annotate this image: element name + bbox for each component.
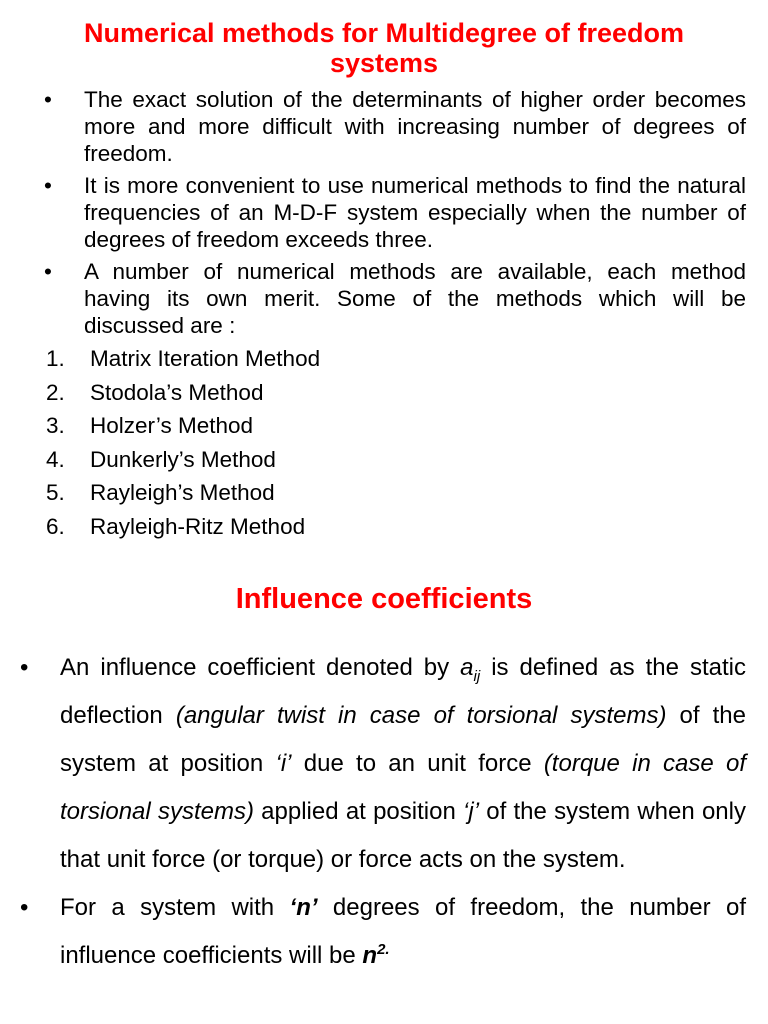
list-item — [0, 86, 768, 167]
text-run: An influence coefficient denoted by — [60, 654, 461, 681]
influence-bullet-list — [0, 644, 768, 980]
text-run: For a system with — [60, 894, 290, 921]
method-label: Dunkerly’s Method — [90, 446, 276, 472]
bullet-text: The exact solution of the determinants of higher order becomes more and more difficult with increasing number of degrees of freedom. — [84, 87, 746, 166]
bullet-icon: • — [20, 654, 29, 681]
section-heading: Influence coefficients — [235, 583, 533, 615]
bullet-icon: • — [44, 87, 52, 112]
text-run: applied at position — [253, 798, 464, 825]
text-run: degrees of freedom, the number of influence coefficients will be — [60, 894, 747, 969]
method-label: Rayleigh-Ritz Method — [90, 513, 306, 539]
bullet-icon: • — [44, 259, 52, 284]
method-number: 6. — [46, 513, 65, 539]
title-line-2: systems — [329, 48, 439, 78]
text-run: of the system at position — [60, 702, 747, 777]
method-number: 4. — [46, 446, 65, 472]
list-item — [0, 172, 768, 253]
method-label: Holzer’s Method — [90, 413, 253, 438]
method-item — [0, 443, 768, 477]
list-item — [0, 884, 768, 980]
bullet-text: It is more convenient to use numerical methods to find the natural frequencies of an M-D-F system especially when the number of degrees of freedom exceeds three. — [84, 173, 746, 252]
method-item — [0, 376, 768, 410]
method-label: Rayleigh’s Method — [90, 480, 275, 505]
bold-italic-run: ‘n’ — [289, 894, 318, 921]
symbol-subscript: ij — [473, 668, 481, 685]
intro-bullet-list — [0, 86, 768, 344]
method-number: 1. — [46, 346, 65, 371]
method-item — [0, 342, 768, 376]
method-number: 5. — [46, 480, 65, 505]
method-number: 2. — [46, 379, 65, 405]
method-item — [0, 409, 768, 443]
list-item — [0, 258, 768, 339]
italic-run: ‘i’ — [275, 750, 292, 777]
bullet-icon: • — [44, 173, 52, 198]
bullet-icon: • — [20, 894, 29, 921]
methods-list — [0, 342, 768, 543]
italic-run: (angular twist in case of torsional systems) — [175, 702, 667, 729]
symbol-superscript: 2. — [377, 941, 390, 958]
title-line-1: Numerical methods for Multidegree of freedom — [83, 18, 685, 48]
text-run: of the system when only that unit force (or torque) or force acts on the system. — [60, 798, 746, 873]
bullet-text: A number of numerical methods are available, each method having its own merit. Some of the methods which will be discussed are : — [84, 259, 746, 338]
page-title — [0, 18, 768, 78]
method-item — [0, 476, 768, 510]
text-run: is defined as the static deflection — [60, 654, 746, 729]
symbol-n: n — [362, 942, 378, 969]
method-label: Matrix Iteration Method — [90, 346, 321, 371]
method-item — [0, 510, 768, 544]
list-item — [0, 644, 768, 884]
italic-run: (torque in case of torsional systems) — [60, 750, 747, 825]
method-label: Stodola’s Method — [90, 379, 264, 405]
text-run: due to an unit force — [291, 750, 544, 777]
italic-run: ‘j’ — [463, 798, 480, 825]
method-number: 3. — [46, 413, 65, 438]
symbol-a: a — [460, 654, 474, 681]
